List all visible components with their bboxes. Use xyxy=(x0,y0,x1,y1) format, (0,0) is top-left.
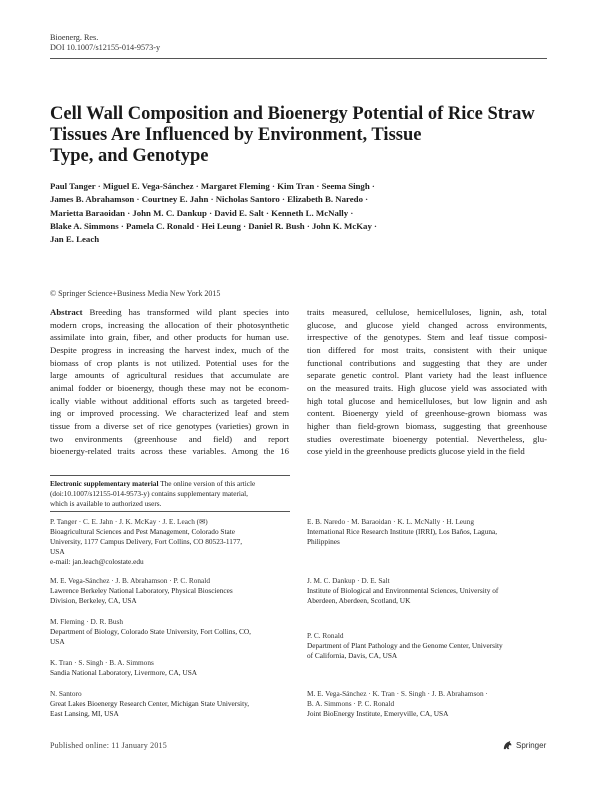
affiliation-names: J. M. C. Dankup · D. E. Salt xyxy=(307,576,390,585)
supplementary-line: (doi:10.1007/s12155-014-9573-y) contains supplementary material, xyxy=(50,489,248,498)
springer-logo xyxy=(502,738,546,752)
affiliation-block xyxy=(307,576,547,606)
abstract-line: biomass of crop plants is not utilized. Potential uses for the xyxy=(50,357,289,368)
author-line: James B. Abrahamson · Courtney E. Jahn · Nicholas Santoro · Elizabeth B. Naredo · xyxy=(50,194,369,205)
abstract-line: animal fodder or bioenergy, though these may not be econom- xyxy=(50,382,289,393)
abstract-line: Abstract Breeding has transformed wild plant species into xyxy=(50,307,290,317)
published-online-date: Published online: 11 January 2015 xyxy=(50,741,167,750)
affiliation-block xyxy=(50,617,290,647)
abstract-line: higher than field-grown biomass, suggesting that greenhouse xyxy=(307,420,547,431)
affiliation-line: Department of Biology, Colorado State University, Fort Collins, CO, xyxy=(50,627,251,636)
affiliation-line: Institute of Biological and Environmental Sciences, University of xyxy=(307,586,499,595)
author-line: Blake A. Simmons · Pamela C. Ronald · Hei Leung · Daniel R. Bush · John K. McKay · xyxy=(50,220,377,231)
abstract-line: ically viable without additional efforts such as targeted breed- xyxy=(50,395,289,406)
title-line: Tissues Are Influenced by Environment, Tissue xyxy=(50,125,422,145)
journal-name: Bioenerg. Res. xyxy=(50,33,99,42)
affiliation-line: East Lansing, MI, USA xyxy=(50,709,119,718)
springer-wordmark: Springer xyxy=(516,740,547,750)
supplementary-line: Electronic supplementary material The online version of this article xyxy=(50,479,256,488)
affiliation-names: P. C. Ronald xyxy=(307,631,344,640)
doi: DOI 10.1007/s12155-014-9573-y xyxy=(50,43,161,52)
springer-horse-icon xyxy=(502,740,513,751)
abstract-label: Abstract xyxy=(50,307,83,317)
affiliation-block xyxy=(307,631,547,661)
title-line: Type, and Genotype xyxy=(50,146,209,166)
abstract-line: Despite progress in increasing the harvest index, much of the xyxy=(50,344,289,355)
affiliation-line: Philippines xyxy=(307,537,340,546)
affiliation-names: B. A. Simmons · P. C. Ronald xyxy=(307,699,395,708)
affiliation-line: Bioagricultural Sciences and Pest Management, Colorado State xyxy=(50,527,236,536)
supplementary-rule-bottom xyxy=(50,511,290,512)
supplementary-rule-top xyxy=(50,475,290,476)
copyright-notice: © Springer Science+Business Media New York 2015 xyxy=(50,289,221,298)
abstract-line: glucose, and glucose yield changed across environments, xyxy=(307,319,547,330)
abstract-line: high total glucose and hemicelluloses, but low lignin and ash xyxy=(307,395,547,406)
affiliation-email[interactable]: e-mail: jan.leach@colostate.edu xyxy=(50,557,144,566)
supplementary-note xyxy=(50,479,290,509)
affiliation-line: Sandia National Laboratory, Livermore, CA, USA xyxy=(50,668,198,677)
affiliation-block xyxy=(307,517,547,547)
supplementary-line: which is available to authorized users. xyxy=(50,499,162,508)
affiliation-names: P. Tanger · C. E. Jahn · J. K. McKay · J. E. Leach (✉) xyxy=(50,517,208,526)
abstract-line: functional contributions and suggesting that they are under xyxy=(307,357,547,368)
supplementary-label: Electronic supplementary material xyxy=(50,479,159,488)
affiliation-block xyxy=(307,689,547,719)
abstract-line: large amounts of agricultural residues that accumulate are xyxy=(50,370,289,381)
abstract-column-right xyxy=(307,306,547,458)
affiliation-line: Department of Plant Pathology and the Genome Center, University xyxy=(307,641,503,650)
abstract-line: modern crops, increasing the allocation of their photosynthetic xyxy=(50,319,289,330)
abstract-line: two environments (greenhouse and field) and report xyxy=(50,433,289,444)
title-line: Cell Wall Composition and Bioenergy Potential of Rice Straw xyxy=(50,104,535,124)
affiliation-names: N. Santoro xyxy=(50,689,82,698)
abstract-column-left xyxy=(50,306,289,458)
author-list xyxy=(50,180,470,246)
author-line: Marietta Baraoidan · John M. C. Dankup · David E. Salt · Kenneth L. McNally · xyxy=(50,207,354,218)
abstract-line: separate genetic control. Plant variety had the least influence xyxy=(307,370,547,381)
author-line: Paul Tanger · Miguel E. Vega-Sánchez · Margaret Fleming · Kim Tran · Seema Singh · xyxy=(50,181,375,191)
affiliation-line: USA xyxy=(50,547,65,556)
affiliation-line: Great Lakes Bioenergy Research Center, Michigan State University, xyxy=(50,699,250,708)
abstract-line: content. Bioenergy yield of greenhouse-grown biomass was xyxy=(307,408,547,419)
affiliation-line: Joint BioEnergy Institute, Emeryville, CA, USA xyxy=(307,709,449,718)
abstract-line: on the measured traits. High glucose yield was associated with xyxy=(307,382,547,393)
affiliation-block xyxy=(50,658,290,678)
affiliation-line: University, 1177 Campus Delivery, Fort Collins, CO 80523-1177, xyxy=(50,537,243,546)
affiliation-block xyxy=(50,576,290,606)
affiliation-line: Lawrence Berkeley National Laboratory, Physical Biosciences xyxy=(50,586,233,595)
abstract-line: irrespective of the genotypes. Stem and leaf tissue composi- xyxy=(307,332,547,343)
author-line: Jan E. Leach xyxy=(50,234,100,245)
abstract-line: bioenergy-related traits across these variables. Among the 16 xyxy=(50,446,289,457)
header-rule xyxy=(50,58,547,59)
affiliation-line: USA xyxy=(50,637,65,646)
affiliation-line: Aberdeen, Aberdeen, Scotland, UK xyxy=(307,596,411,605)
affiliation-names: M. E. Vega-Sánchez · J. B. Abrahamson · P. C. Ronald xyxy=(50,576,210,585)
abstract-line: cose yield in the greenhouse predicts glucose yield in the field xyxy=(307,446,525,457)
article-title xyxy=(50,104,535,167)
affiliation-line: International Rice Research Institute (IRRI), Los Baños, Laguna, xyxy=(307,527,498,536)
affiliation-line: of California, Davis, CA, USA xyxy=(307,651,398,660)
affiliation-names: M. E. Vega-Sánchez · K. Tran · S. Singh · J. B. Abrahamson · xyxy=(307,689,488,698)
affiliation-names: M. Fleming · D. R. Bush xyxy=(50,617,123,626)
abstract-line: ing or improved processing. We characterized leaf and stem xyxy=(50,408,289,419)
abstract-line: tissue from a diverse set of rice genotypes (varieties) grown in xyxy=(50,420,289,431)
affiliation-line: Division, Berkeley, CA, USA xyxy=(50,596,137,605)
affiliation-names: E. B. Naredo · M. Baraoidan · K. L. McNally · H. Leung xyxy=(307,517,474,526)
affiliation-names: K. Tran · S. Singh · B. A. Simmons xyxy=(50,658,154,667)
abstract-line: traits measured, cellulose, hemicelluloses, lignin, ash, total xyxy=(307,307,547,317)
abstract-line: tion differed for most traits, consistent with their unique xyxy=(307,344,547,355)
abstract-line: assimilate into grain, fiber, and other products for human use. xyxy=(50,332,289,343)
abstract-line: studies overestimate bioenergy potential. Nevertheless, glu- xyxy=(307,433,547,444)
affiliation-block xyxy=(50,517,290,567)
affiliation-block xyxy=(50,689,290,719)
